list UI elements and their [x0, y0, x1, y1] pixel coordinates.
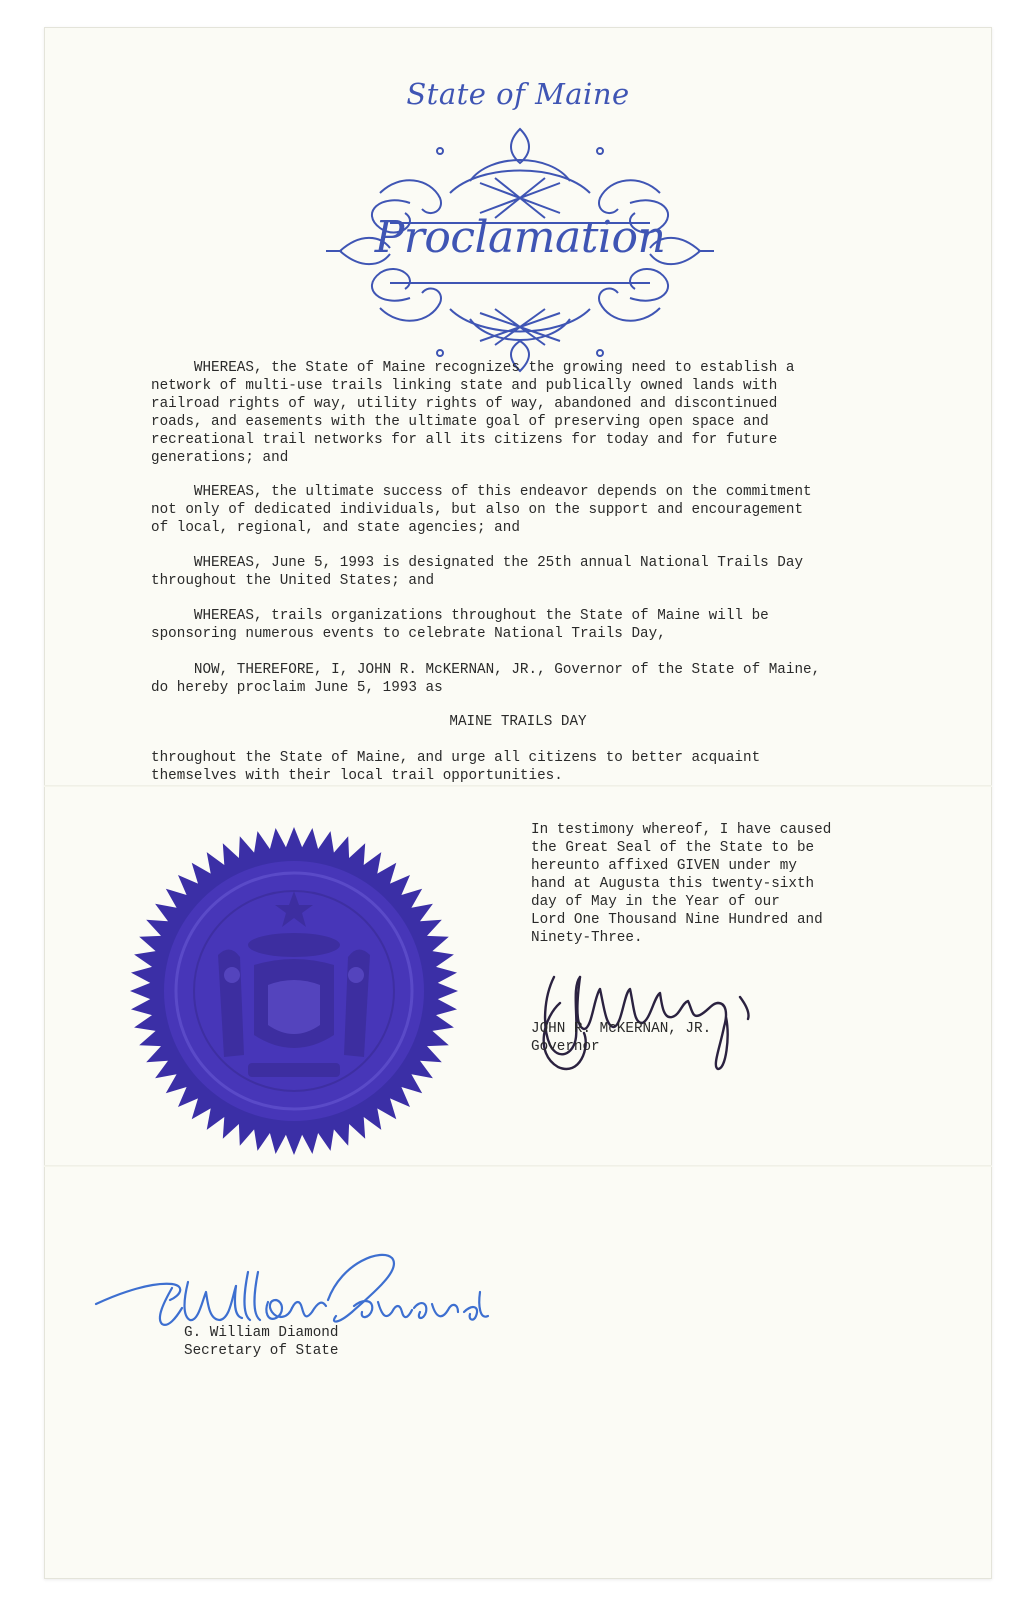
whereas-paragraph: WHEREAS, the ultimate success of this endeavor depends on the commitment not only of dedicated individuals, but also on the support and encouragement of local, regional, and state agencies; and — [151, 484, 812, 536]
great-seal-of-maine — [128, 825, 460, 1157]
closing-paragraph: throughout the State of Maine, and urge all citizens to better acquaint themselves with their local trail opportunities. — [151, 750, 761, 784]
fold-line — [44, 1165, 992, 1167]
state-title: State of Maine — [406, 77, 630, 111]
proclaim-paragraph: NOW, THEREFORE, I, JOHN R. McKERNAN, JR., Governor of the State of Maine, do hereby proclaim June 5, 1993 as — [151, 662, 821, 696]
proclamation-page — [44, 27, 992, 1579]
proclamation-title: Proclamation — [374, 212, 666, 263]
secretary-title: Secretary of State — [184, 1343, 339, 1359]
whereas-paragraph: WHEREAS, trails organizations throughout the State of Maine will be sponsoring numerous events to celebrate National Trails Day, — [151, 608, 769, 642]
testimony-text: In testimony whereof, I have caused the Great Seal of the State to be hereunto affixed GIVEN under my hand at Augusta this twenty-sixth day of May in the Year of our Lord One Thousand Nine Hundred and Ninety-Three. — [531, 822, 832, 946]
whereas-paragraph: WHEREAS, June 5, 1993 is designated the 25th annual National Trails Day throughout the United States; and — [151, 555, 804, 589]
governor-name: JOHN R. McKERNAN, JR. — [531, 1021, 712, 1037]
whereas-paragraph: WHEREAS, the State of Maine recognizes the growing need to establish a network of multi-use trails linking state and publically owned lands with railroad rights of way, utility rights of way, abandoned and discontinued roads, and easements with the ultimate goal of preserving open space and recreational trail networks for all its citizens for today and for future generations; and — [151, 360, 795, 466]
governor-title: Governor — [531, 1039, 600, 1055]
proclaimed-day: MAINE TRAILS DAY — [449, 714, 587, 730]
secretary-name: G. William Diamond — [184, 1325, 339, 1341]
fold-line — [44, 785, 992, 787]
